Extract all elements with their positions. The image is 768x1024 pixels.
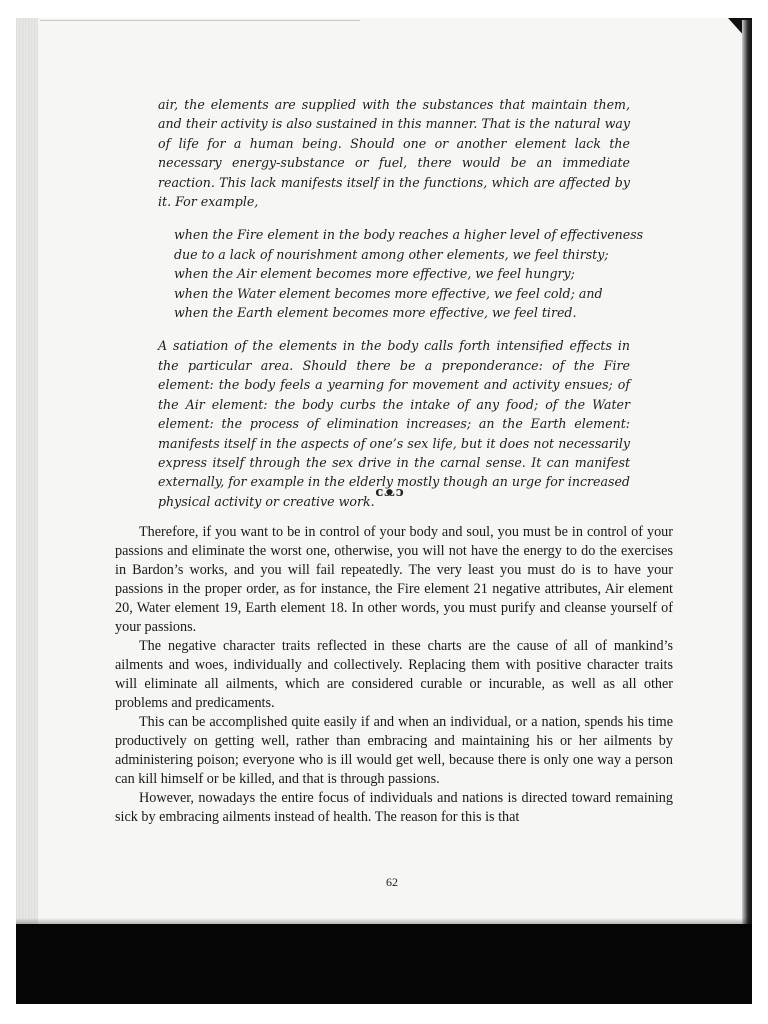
page-number: 62 — [386, 875, 398, 889]
spacer — [158, 322, 630, 336]
body-paragraph: The negative character traits reflected in these charts are the cause of all of mankind’s ailments and woes, individually and collectively. Replacing them with positive character traits will eliminate all ailments, which are considered curable or incurable, as well as all other problems and predicaments. — [115, 638, 673, 711]
page-stack-edge — [16, 18, 38, 928]
list-item: when the Air element becomes more effective, we feel hungry; — [174, 266, 575, 282]
list-item: when the Earth element becomes more effective, we feel tired. — [174, 305, 577, 321]
element-effects-list — [158, 225, 644, 322]
italic-intro-paragraph: air, the elements are supplied with the substances that maintain them, and their activity is also sustained in this manner. That is the natural way of life for a human being. Should one or another element lack the necessary energy-substance or fuel, there would be an immediate reaction. This lack manifests itself in the functions, which are affected by it. For example, — [158, 97, 630, 210]
body-paragraph: Therefore, if you want to be in control of your body and soul, you must be in control of your passions and eliminate the worst one, otherwise, you will not have the energy to do the exercises in Bardon’s works, and you will fail repeatedly. The very least you must do is to have your passions in the proper order, as for instance, the Fire element 21 negative attributes, Air element 20, Water element 19, Earth element 18. In other words, you must purify and cleanse yourself of your passions. — [115, 524, 673, 635]
list-item: due to a lack of nourishment among other elements, we feel thirsty; — [174, 246, 609, 262]
page-top-edge — [40, 20, 360, 21]
body-text — [115, 523, 673, 827]
italic-quotation-block — [158, 95, 644, 511]
scanner-bed-background — [16, 924, 752, 1004]
body-paragraph: However, nowadays the entire focus of individuals and nations is directed toward remaining sick by embracing ailments instead of health. The reason for this is that — [115, 790, 673, 825]
body-paragraph: This can be accomplished quite easily if and when an individual, or a nation, spends his time productively on getting well, rather than embracing and maintaining his or her ailments by administering poison; everyone who is ill would get well, because there is only one way a person can kill himself or be killed, and that is through passions. — [115, 714, 673, 787]
list-item: when the Water element becomes more effective, we feel cold; and — [174, 285, 603, 301]
list-item: when the Fire element in the body reaches a higher level of effectiveness — [174, 227, 644, 243]
section-ornament-icon: ᴄᴥᴐ — [375, 485, 405, 500]
italic-closing-paragraph: A satiation of the elements in the body calls forth intensified effects in the particular area. Should there be a preponderance: of the Fire element: the body feels a yearning for movement and activity ensues; of the Air element: the body curbs the intake of any food; of the Water element: the process of elimination increases; an the Earth element: manifests itself in the aspects of one’s sex life, but it does not necessarily express itself through the sex drive in the carnal sense. It can manifest externally, for example in the elderly mostly though an urge for increased physical activity or creative work. — [158, 338, 630, 509]
spacer — [158, 211, 630, 225]
binding-edge — [742, 20, 752, 926]
